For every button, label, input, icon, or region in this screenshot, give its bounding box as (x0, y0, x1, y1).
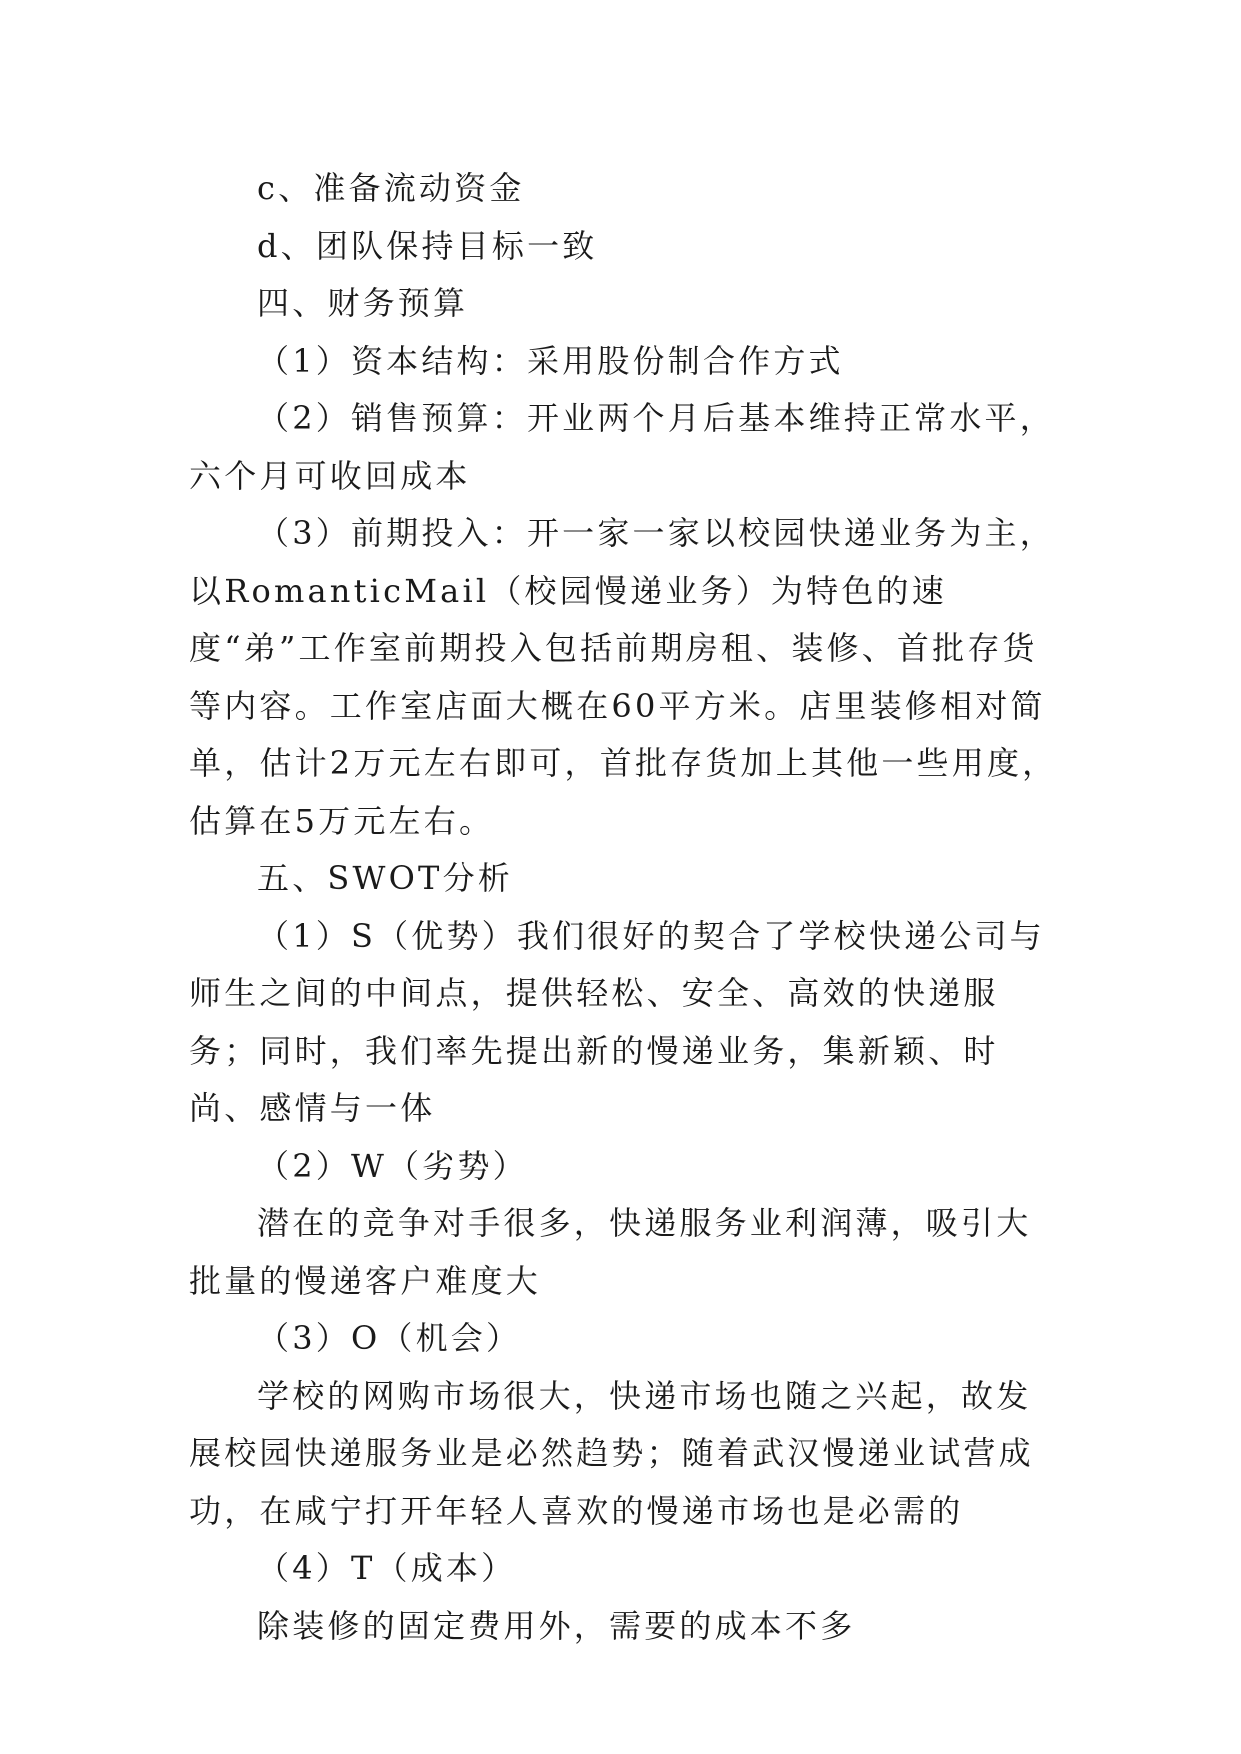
section-heading-financial-budget: 四、财务预算 (257, 284, 469, 322)
swot-opportunities-heading: （3）O（机会） (257, 1319, 522, 1357)
initial-investment-paragraph: （3）前期投入：开一家一家以校园快递业务为主，以RomanticMail（校园慢递业务）为特色的速度“弟”工作室前期投入包括前期房租、装修、首批存货等内容。工作室店面大概在60平方米。店里装修相对简单，估计2万元左右即可，首批存货加上其他一些用度，估算在5万元左右。 (189, 514, 1058, 840)
swot-weaknesses-paragraph: 潜在的竞争对手很多，快递服务业利润薄，吸引大批量的慢递客户难度大 (189, 1204, 1032, 1300)
swot-strengths-paragraph: （1）S（优势）我们很好的契合了学校快递公司与师生之间的中间点，提供轻松、安全、高效的快递服务；同时，我们率先提出新的慢递业务，集新颖、时尚、感情与一体 (189, 916, 1045, 1127)
sales-budget-paragraph: （2）销售预算：开业两个月后基本维持正常水平，六个月可收回成本 (189, 399, 1055, 495)
swot-weaknesses-heading: （2）W（劣势） (257, 1146, 528, 1185)
item-c-working-capital: c、准备流动资金 (257, 169, 525, 207)
document-body (189, 160, 1059, 1655)
capital-structure-paragraph: （1）资本结构：采用股份制合作方式 (257, 341, 844, 380)
item-d-team-goal: d、团队保持目标一致 (257, 226, 598, 265)
swot-opportunities-paragraph: 学校的网购市场很大，快递市场也随之兴起，故发展校园快递服务业是必然趋势；随着武汉慢递业试营成功，在咸宁打开年轻人喜欢的慢递市场也是必需的 (189, 1376, 1034, 1530)
swot-cost-heading: （4）T（成本） (257, 1549, 517, 1587)
section-heading-swot: 五、SWOT分析 (257, 859, 513, 897)
swot-cost-paragraph: 除装修的固定费用外，需要的成本不多 (257, 1606, 856, 1645)
